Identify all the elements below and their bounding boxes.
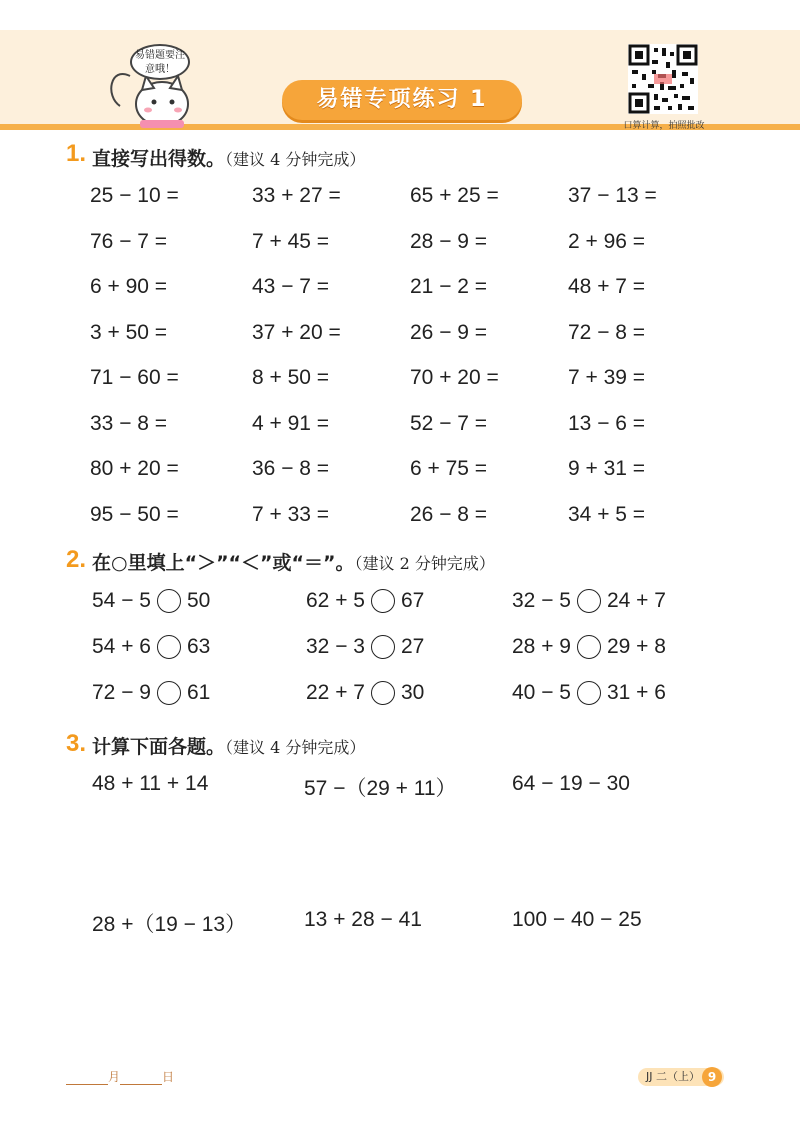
section-2-note: （建议 2 分钟完成） (354, 554, 495, 573)
oral-problem: 52 − 7 = (410, 411, 488, 435)
answer-circle[interactable] (371, 589, 395, 613)
compare-right: 30 (400, 681, 425, 704)
answer-circle[interactable] (577, 635, 601, 659)
oral-problem: 3 + 50 = (90, 320, 168, 344)
calc-problem: 64 − 19 − 30 (512, 772, 630, 795)
section-2-title-text: 在○里填上“＞”“＜”或“＝”。 (92, 552, 355, 574)
oral-problem: 13 − 6 = (568, 411, 646, 435)
oral-problem: 76 − 7 = (90, 229, 168, 253)
compare-left: 62 + 5 (306, 589, 365, 612)
day-blank[interactable] (120, 1072, 162, 1085)
compare-problem (306, 589, 424, 613)
compare-right: 31 + 6 (606, 681, 666, 704)
oral-problem: 6 + 75 = (410, 457, 488, 480)
answer-circle[interactable] (577, 681, 601, 705)
section-3-note: （建议 4 分钟完成） (225, 738, 366, 757)
oral-problem: 8 + 50 = (252, 366, 330, 389)
section-2-title (92, 548, 495, 575)
oral-problem: 2 + 96 = (568, 229, 646, 253)
oral-problem: 21 − 2 = (410, 275, 488, 298)
oral-problem: 4 + 91 = (252, 411, 330, 435)
oral-problem: 95 − 50 = (90, 502, 179, 526)
compare-problem (306, 635, 424, 659)
oral-problem: 72 − 8 = (568, 320, 646, 344)
calc-problem: 28 +（19 − 13） (92, 913, 247, 936)
month-label: 月 (108, 1070, 121, 1084)
answer-circle[interactable] (577, 589, 601, 613)
compare-problem (92, 635, 210, 659)
compare-right: 61 (186, 681, 211, 704)
compare-left: 72 − 9 (92, 681, 151, 704)
day-label: 日 (162, 1070, 175, 1084)
compare-left: 40 − 5 (512, 681, 571, 704)
oral-problem: 43 − 7 = (252, 275, 330, 298)
section-2-number: 2. (66, 546, 87, 573)
section-3-number: 3. (66, 730, 87, 757)
compare-left: 22 + 7 (306, 681, 365, 704)
oral-problem: 6 + 90 = (90, 275, 168, 298)
oral-problem: 33 + 27 = (252, 184, 341, 207)
compare-left: 28 + 9 (512, 635, 571, 658)
page-number: 9 (702, 1067, 722, 1087)
qr-code-icon[interactable] (628, 44, 698, 114)
answer-circle[interactable] (157, 589, 181, 613)
calc-problem: 13 + 28 − 41 (304, 908, 422, 931)
calc-problem: 48 + 11 + 14 (92, 772, 209, 795)
oral-problem: 28 − 9 = (410, 229, 488, 253)
oral-problem: 37 − 13 = (568, 184, 657, 207)
compare-left: 32 − 5 (512, 589, 571, 612)
calc-problem: 57 −（29 + 11） (304, 777, 457, 800)
compare-right: 50 (186, 589, 211, 612)
section-1-number: 1. (66, 140, 87, 167)
page-title: 易错专项练习 1 (316, 87, 488, 112)
date-field[interactable] (66, 1068, 174, 1085)
oral-problem: 9 + 31 = (568, 457, 646, 480)
compare-left: 32 − 3 (306, 635, 365, 658)
compare-problem (512, 635, 666, 659)
oral-problem: 48 + 7 = (568, 275, 646, 298)
oral-problem: 26 − 8 = (410, 502, 488, 526)
oral-problem: 36 − 8 = (252, 457, 330, 480)
oral-problem: 37 + 20 = (252, 320, 341, 344)
section-1-title-text: 直接写出得数。 (92, 148, 226, 170)
oral-problem: 71 − 60 = (90, 366, 179, 389)
compare-right: 24 + 7 (606, 589, 666, 612)
section-3-title (92, 732, 365, 759)
compare-problem (512, 681, 666, 705)
compare-right: 67 (400, 589, 425, 612)
section-3-title-text: 计算下面各题。 (92, 736, 226, 758)
answer-circle[interactable] (371, 681, 395, 705)
oral-problem: 33 − 8 = (90, 411, 168, 435)
month-blank[interactable] (66, 1072, 108, 1085)
section-1-title (92, 144, 365, 171)
calc-problem: 100 − 40 − 25 (512, 908, 642, 931)
speech-bubble: 易错题要注意哦！ (130, 44, 190, 80)
oral-problem: 7 + 45 = (252, 229, 330, 253)
qr-caption: 口算计算，拍照批改 (623, 121, 705, 131)
oral-problem: 26 − 9 = (410, 320, 488, 344)
answer-circle[interactable] (371, 635, 395, 659)
oral-problem: 80 + 20 = (90, 457, 179, 480)
title-banner (282, 80, 522, 120)
compare-problem (92, 589, 210, 613)
oral-problem: 65 + 25 = (410, 184, 499, 207)
section-1-note: （建议 4 分钟完成） (225, 150, 366, 169)
compare-problem (92, 681, 210, 705)
answer-circle[interactable] (157, 635, 181, 659)
compare-left: 54 − 5 (92, 589, 151, 612)
grade-tag: JJ 二（上） (638, 1068, 724, 1086)
compare-left: 54 + 6 (92, 635, 151, 658)
compare-right: 27 (400, 635, 425, 658)
answer-circle[interactable] (157, 681, 181, 705)
oral-problem: 7 + 39 = (568, 366, 646, 389)
compare-right: 63 (186, 635, 211, 658)
compare-problem (306, 681, 424, 705)
compare-right: 29 + 8 (606, 635, 666, 658)
oral-problem: 70 + 20 = (410, 366, 499, 389)
oral-problem: 7 + 33 = (252, 502, 330, 526)
compare-problem (512, 589, 666, 613)
oral-problem: 25 − 10 = (90, 184, 179, 207)
oral-problem: 34 + 5 = (568, 502, 646, 526)
